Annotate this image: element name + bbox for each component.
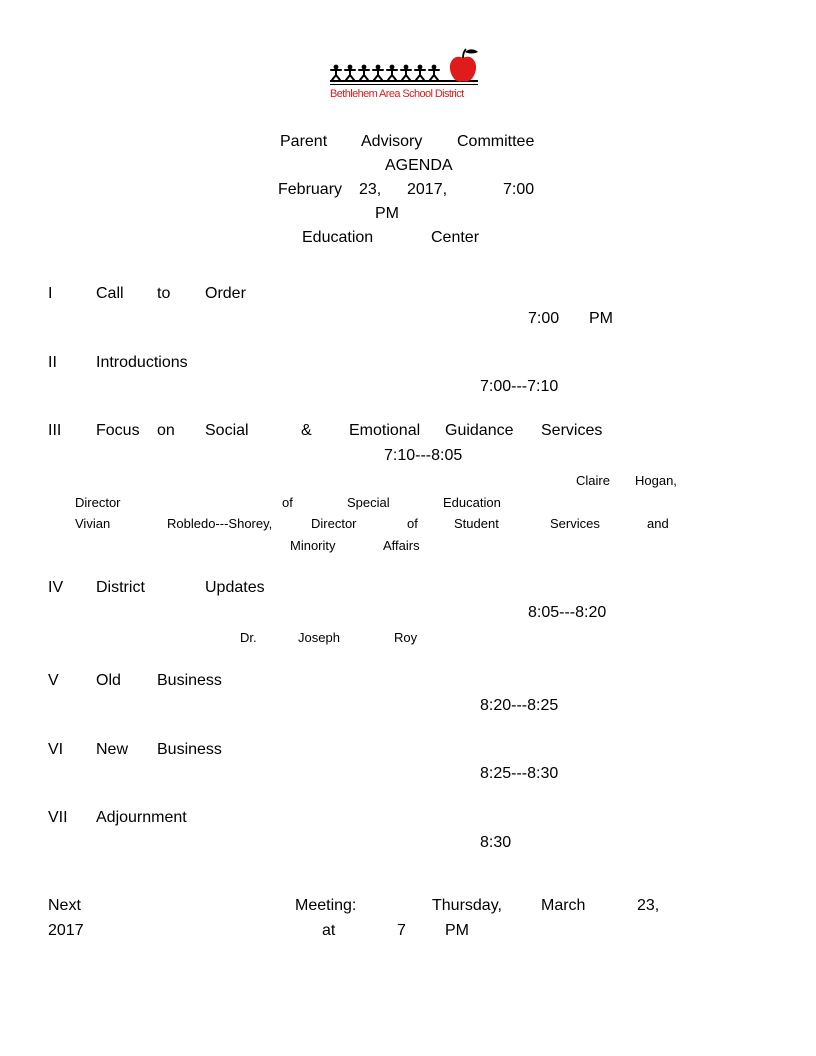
- item-3-word-guidance: Guidance: [445, 422, 514, 439]
- next-word-thursday: Thursday,: [432, 897, 502, 914]
- item-1-word-to: to: [157, 285, 171, 302]
- presenter-word-services: Services: [550, 516, 600, 531]
- item-number-4: IV: [48, 579, 64, 596]
- date-day: 23,: [359, 181, 382, 198]
- next-word-day: 23,: [637, 897, 660, 914]
- agenda-heading: AGENDA: [385, 157, 453, 174]
- item-4-word-district: District: [96, 579, 145, 596]
- item-4-word-updates: Updates: [205, 579, 265, 596]
- next-word-pm: PM: [445, 922, 469, 939]
- presenter-word-director: Director: [75, 495, 121, 510]
- item-3-word-focus: Focus: [96, 422, 140, 439]
- location-word-center: Center: [431, 229, 480, 246]
- next-word-at: at: [322, 922, 336, 939]
- item-5-time: 8:20---8:25: [480, 697, 559, 714]
- logo-wordmark: Bethlehem Area School District: [330, 88, 464, 100]
- location-word-education: Education: [302, 229, 374, 246]
- meeting-time: 7:00: [503, 181, 535, 198]
- item-5-word-old: Old: [96, 672, 121, 689]
- item-5-word-business: Business: [157, 672, 222, 689]
- next-word-meeting: Meeting:: [295, 897, 357, 914]
- speaker-joseph: Joseph: [298, 630, 340, 645]
- item-3-word-services: Services: [541, 422, 603, 439]
- presenter-claire: Claire: [576, 473, 610, 488]
- item-number-6: VI: [48, 741, 64, 758]
- presenter-hogan: Hogan,: [635, 473, 677, 488]
- item-number-3: III: [48, 422, 62, 439]
- title-word-committee: Committee: [457, 133, 535, 150]
- item-1-time: 7:00: [528, 310, 560, 327]
- item-4-time: 8:05---8:20: [528, 604, 607, 621]
- item-3-word-on: on: [157, 422, 175, 439]
- item-6-word-business: Business: [157, 741, 222, 758]
- presenter-word-special: Special: [347, 495, 390, 510]
- presenter-word-director-2: Director: [311, 516, 357, 531]
- speaker-roy: Roy: [394, 630, 418, 645]
- next-word-year: 2017: [48, 922, 84, 939]
- next-word-march: March: [541, 897, 586, 914]
- item-number-2: II: [48, 354, 57, 371]
- item-1-word-call: Call: [96, 285, 124, 302]
- presenter-robledo-shorey: Robledo---Shorey,: [167, 516, 273, 531]
- item-number-1: I: [48, 285, 53, 302]
- presenter-word-of-2: of: [407, 516, 418, 531]
- presenter-word-affairs: Affairs: [383, 538, 420, 553]
- item-6-time: 8:25---8:30: [480, 765, 559, 782]
- item-6-word-new: New: [96, 741, 129, 758]
- meeting-time-pm: PM: [375, 205, 399, 222]
- presenter-word-of: of: [282, 495, 293, 510]
- presenter-word-education: Education: [443, 495, 501, 510]
- presenter-word-and: and: [647, 516, 669, 531]
- date-month: February: [278, 181, 343, 198]
- item-3-word-emotional: Emotional: [349, 422, 421, 439]
- speaker-dr: Dr.: [240, 630, 257, 645]
- item-2-time: 7:00---7:10: [480, 378, 559, 395]
- title-word-parent: Parent: [280, 133, 328, 150]
- apple-and-children-icon: [330, 46, 482, 90]
- item-3-word-ampersand: &: [301, 422, 312, 439]
- title-word-advisory: Advisory: [361, 133, 423, 150]
- item-2-title: Introductions: [96, 354, 188, 371]
- item-1-word-order: Order: [205, 285, 246, 302]
- item-7-time: 8:30: [480, 834, 512, 851]
- item-3-word-social: Social: [205, 422, 249, 439]
- date-year: 2017,: [407, 181, 448, 198]
- next-word-next: Next: [48, 897, 81, 914]
- item-7-title: Adjournment: [96, 809, 187, 826]
- district-logo: [330, 46, 482, 106]
- item-number-5: V: [48, 672, 59, 689]
- item-number-7: VII: [48, 809, 68, 826]
- item-1-time-pm: PM: [589, 310, 613, 327]
- presenter-vivian: Vivian: [75, 516, 111, 531]
- item-3-time: 7:10---8:05: [384, 447, 463, 464]
- presenter-word-student: Student: [454, 516, 499, 531]
- presenter-word-minority: Minority: [290, 538, 336, 553]
- next-word-hour: 7: [397, 922, 406, 939]
